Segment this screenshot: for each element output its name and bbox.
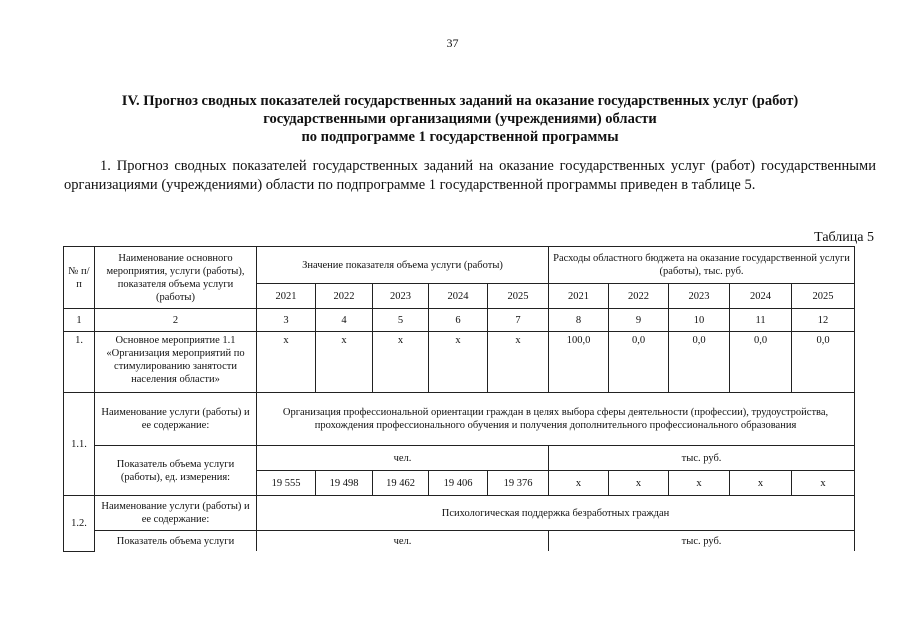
header-year: 2023	[669, 284, 730, 309]
service-1-expense-unit: тыс. руб.	[549, 446, 855, 471]
table-caption: Таблица 5	[814, 230, 874, 245]
column-number: 12	[792, 309, 855, 332]
section-heading	[60, 92, 860, 146]
service-2-name-row	[64, 496, 855, 531]
event-expense: 0,0	[669, 332, 730, 393]
event-volume: x	[429, 332, 488, 393]
event-expense: 0,0	[730, 332, 792, 393]
service-1-expense: x	[609, 471, 669, 496]
service-1-volume: 19 462	[373, 471, 429, 496]
column-number: 9	[609, 309, 669, 332]
heading-line-3: по подпрограмме 1 государственной программы	[301, 129, 619, 145]
header-year: 2024	[429, 284, 488, 309]
column-number-row	[64, 309, 855, 332]
service-2-volume-unit: чел.	[257, 531, 549, 552]
column-number: 1	[64, 309, 95, 332]
event-expense: 0,0	[792, 332, 855, 393]
header-year: 2021	[549, 284, 609, 309]
service-1-name-row	[64, 393, 855, 446]
table-header-row-1	[64, 247, 855, 284]
service-1-expense: x	[669, 471, 730, 496]
header-year: 2022	[316, 284, 373, 309]
forecast-table	[63, 246, 855, 552]
event-num: 1.	[64, 332, 95, 393]
header-year: 2024	[730, 284, 792, 309]
intro-paragraph	[64, 157, 876, 195]
service-1-expense: x	[549, 471, 609, 496]
header-expense-group: Расходы областного бюджета на оказание государственной услуги (работы), тыс. руб.	[549, 247, 855, 284]
header-year: 2025	[792, 284, 855, 309]
service-2-indicator-label: Показатель объема услуги	[95, 531, 257, 552]
event-row	[64, 332, 855, 393]
heading-line-2: государственными организациями (учреждениями) области	[263, 111, 657, 127]
service-2-num: 1.2.	[64, 496, 95, 552]
service-1-expense: x	[792, 471, 855, 496]
service-2-expense-unit: тыс. руб.	[549, 531, 855, 552]
column-number: 11	[730, 309, 792, 332]
service-2-unit-row	[64, 531, 855, 552]
header-year: 2021	[257, 284, 316, 309]
event-expense: 100,0	[549, 332, 609, 393]
column-number: 5	[373, 309, 429, 332]
column-number: 6	[429, 309, 488, 332]
column-number: 3	[257, 309, 316, 332]
header-name: Наименование основного мероприятия, услуги (работы), показателя объема услуги (работы)	[95, 247, 257, 309]
column-number: 8	[549, 309, 609, 332]
service-1-content: Организация профессиональной ориентации граждан в целях выбора сферы деятельности (профессии), трудоустройства, прохождения профессионального обучения и получения дополнительного профессионального образования	[257, 393, 855, 446]
column-number: 10	[669, 309, 730, 332]
header-num: № п/п	[64, 247, 95, 309]
service-2-content: Психологическая поддержка безработных граждан	[257, 496, 855, 531]
event-name: Основное мероприятие 1.1 «Организация мероприятий по стимулированию занятости населения области»	[95, 332, 257, 393]
service-1-expense: x	[730, 471, 792, 496]
service-1-name-label: Наименование услуги (работы) и ее содержание:	[95, 393, 257, 446]
header-year: 2022	[609, 284, 669, 309]
service-1-volume-unit: чел.	[257, 446, 549, 471]
service-2-name-label: Наименование услуги (работы) и ее содержание:	[95, 496, 257, 531]
header-year: 2023	[373, 284, 429, 309]
heading-line-1: IV. Прогноз сводных показателей государственных заданий на оказание государственных услуг (работ)	[121, 93, 799, 109]
service-1-volume: 19 406	[429, 471, 488, 496]
event-volume: x	[257, 332, 316, 393]
service-1-unit-row	[64, 446, 855, 471]
header-year: 2025	[488, 284, 549, 309]
service-1-num: 1.1.	[64, 393, 95, 496]
column-number: 4	[316, 309, 373, 332]
service-1-volume: 19 555	[257, 471, 316, 496]
column-number: 2	[95, 309, 257, 332]
column-number: 7	[488, 309, 549, 332]
event-volume: x	[488, 332, 549, 393]
event-volume: x	[373, 332, 429, 393]
header-volume-group: Значение показателя объема услуги (работы)	[257, 247, 549, 284]
page-number: 37	[446, 36, 459, 50]
intro-text: 1. Прогноз сводных показателей государственных заданий на оказание государственных услуг (работ) государственными организациями (учреждениями) области по подпрограмме 1 государственной программы приведен в таблице 5.	[64, 158, 876, 193]
service-1-volume: 19 498	[316, 471, 373, 496]
event-volume: x	[316, 332, 373, 393]
event-expense: 0,0	[609, 332, 669, 393]
service-1-indicator-label: Показатель объема услуги (работы), ед. измерения:	[95, 446, 257, 496]
service-1-volume: 19 376	[488, 471, 549, 496]
